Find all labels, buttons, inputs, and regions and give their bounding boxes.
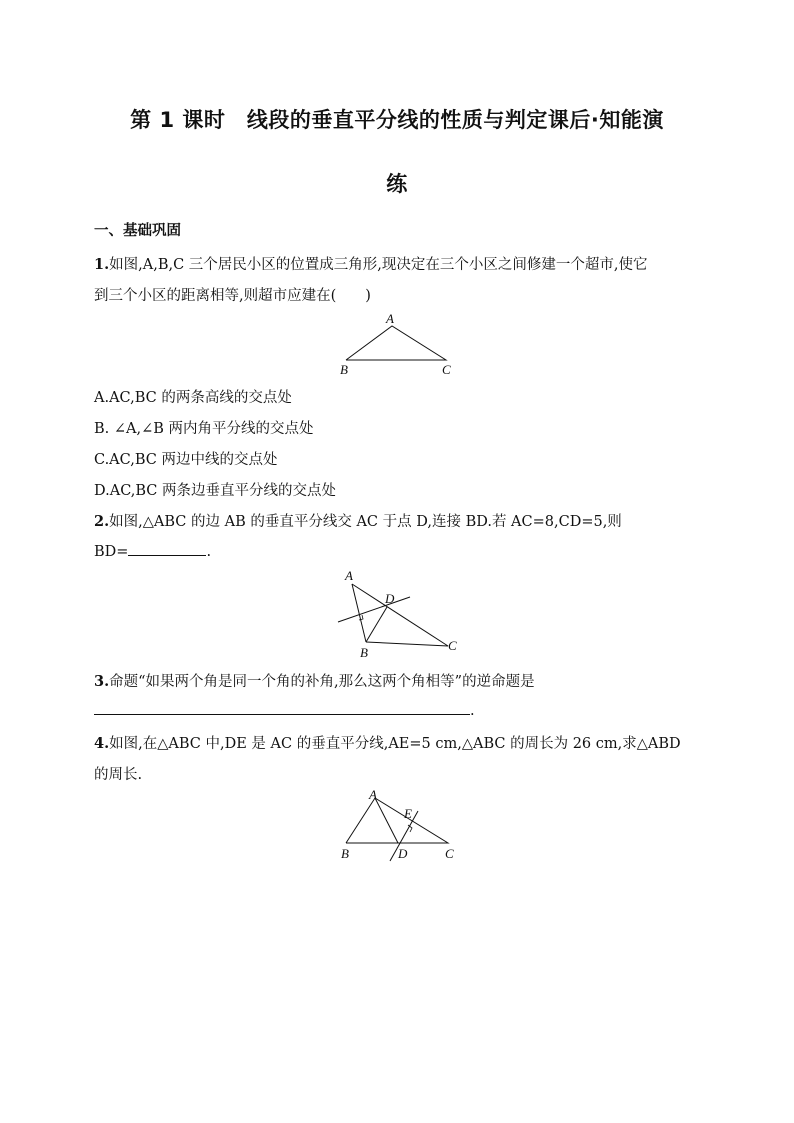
question-1-number: 1. [94, 256, 110, 273]
figure-label-b: B [341, 846, 349, 861]
figure-label-e: E [404, 806, 412, 821]
question-3-number: 3. [94, 673, 110, 690]
question-3-text: 命题“如果两个角是同一个角的补角,那么这两个角相等”的逆命题是 [109, 674, 535, 690]
question-3-line1 [94, 670, 535, 691]
question-1-line1 [94, 253, 648, 274]
option-b: B. ∠A,∠B 两内角平分线的交点处 [94, 421, 314, 437]
question-2-suffix: . [206, 544, 212, 560]
option-c: C.AC,BC 两边中线的交点处 [94, 452, 278, 468]
figure-label-a: A [386, 311, 394, 326]
option-a: A.AC,BC 的两条高线的交点处 [94, 390, 292, 406]
figure-perpendicular-bisector [330, 566, 470, 662]
question-4-number: 4. [94, 735, 110, 752]
figure-label-d: D [385, 591, 395, 606]
answer-blank[interactable] [128, 541, 206, 556]
figure-label-d: D [398, 846, 408, 861]
question-1-text: 如图,A,B,C 三个居民小区的位置成三角形,现决定在三个小区之间修建一个超市,使它 [109, 257, 648, 273]
question-4-text: 如图,在△ABC 中,DE 是 AC 的垂直平分线,AE=5 cm,△ABC 的周长为 26 cm,求△ABD [109, 736, 681, 752]
figure-triangle-abc [330, 308, 460, 380]
question-2-text: 如图,△ABC 的边 AB 的垂直平分线交 AC 于点 D,连接 BD.若 AC=8,CD=5,则 [109, 514, 622, 530]
figure-label-c: C [445, 846, 454, 861]
question-2-number: 2. [94, 513, 110, 530]
question-2-line2 [94, 541, 211, 560]
question-3-suffix: . [470, 703, 475, 719]
figure-label-b: B [360, 645, 368, 660]
figure-label-a: A [369, 788, 377, 802]
figure-label-a: A [345, 568, 353, 583]
question-1-line2: 到三个小区的距离相等,则超市应建在( ) [94, 288, 371, 304]
page-title-line1: 第 1 课时 线段的垂直平分线的性质与判定课后·知能演 [130, 108, 664, 132]
question-2-line1 [94, 510, 622, 531]
figure-label-c: C [442, 362, 451, 377]
page-title-line2: 练 [386, 172, 408, 196]
figure-label-c: C [448, 638, 457, 653]
figure-label-b: B [340, 362, 348, 377]
option-d: D.AC,BC 两条边垂直平分线的交点处 [94, 483, 337, 499]
section-heading: 一、基础巩固 [94, 223, 181, 239]
figure-triangle-de [332, 788, 462, 868]
question-4-line1 [94, 732, 681, 753]
answer-blank[interactable] [94, 700, 470, 715]
question-3-line2 [94, 700, 475, 719]
question-2-prefix: BD= [94, 544, 129, 560]
question-4-line2: 的周长. [94, 767, 143, 783]
